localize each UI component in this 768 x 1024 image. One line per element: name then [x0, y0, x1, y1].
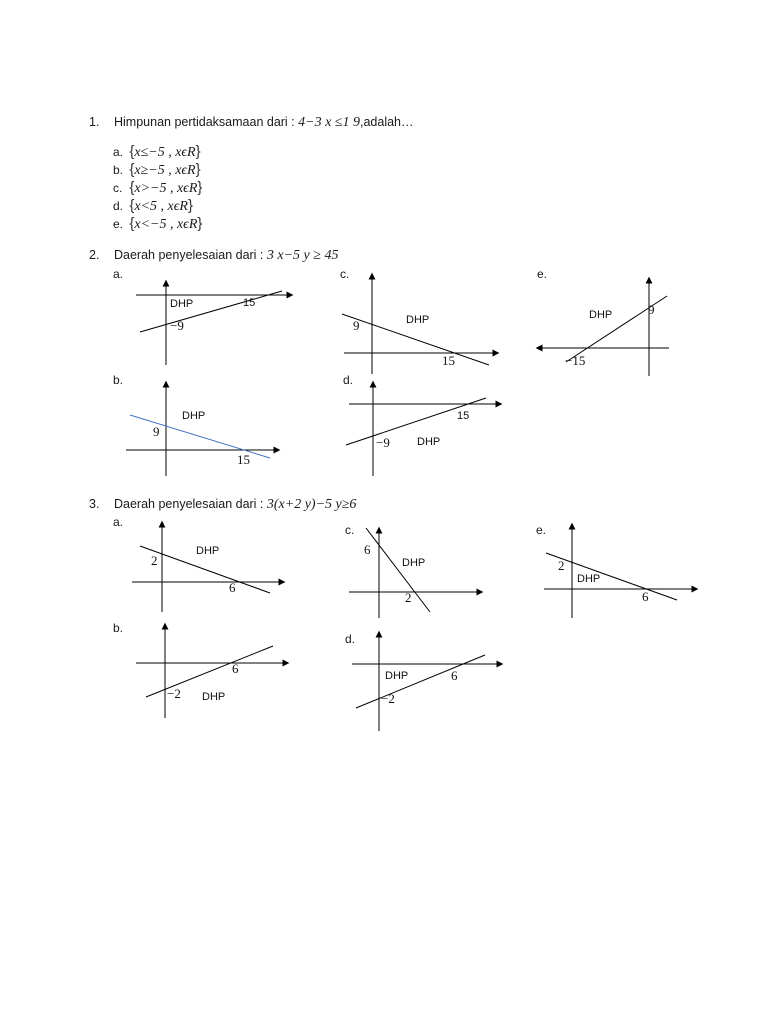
boundary-line: [366, 528, 430, 612]
question-number: 1.: [89, 115, 100, 129]
dhp-label: DHP: [182, 410, 206, 422]
option-set: x≥−5 , xϵR: [134, 163, 196, 178]
option-set: x<−5 , xϵR: [134, 217, 198, 232]
graph-label[interactable]: c.: [340, 267, 350, 281]
brace-left-icon: {: [129, 161, 135, 178]
inequality-expression: 3(x+2 y)−5 y≥6: [266, 497, 357, 512]
option-label: e.: [113, 217, 124, 231]
graph-q3-c[interactable]: [345, 524, 487, 620]
question-prompt: Daerah penyelesaian dari :: [114, 497, 264, 511]
graph-label[interactable]: b.: [113, 373, 124, 387]
y-intercept-label: 2: [558, 558, 565, 573]
y-intercept-label: 9: [648, 302, 655, 317]
y-intercept-label: 9: [353, 318, 360, 333]
graph-label[interactable]: c.: [345, 523, 355, 537]
question-prompt: Himpunan pertidaksamaan dari :: [114, 115, 295, 129]
graph-q2-b[interactable]: [122, 378, 287, 478]
y-intercept-label: −9: [376, 435, 390, 450]
graph-label[interactable]: a.: [113, 515, 124, 529]
question-suffix: ,adalah…: [360, 115, 414, 129]
brace-right-icon: }: [197, 179, 203, 196]
graph-q3-b[interactable]: [130, 620, 295, 720]
graph-label[interactable]: d.: [343, 373, 354, 387]
graph-q2-a[interactable]: [130, 275, 300, 375]
boundary-line: [546, 553, 677, 600]
graph-q2-d[interactable]: [343, 378, 508, 478]
brace-right-icon: }: [195, 161, 201, 178]
y-intercept-label: −9: [170, 318, 184, 333]
question-text: [114, 497, 356, 513]
inequality-expression: 4−3 x ≤1 9: [298, 115, 360, 130]
x-intercept-label: 15: [442, 353, 455, 368]
graph-label[interactable]: a.: [113, 267, 124, 281]
brace-left-icon: {: [129, 215, 135, 232]
y-intercept-label: 6: [364, 542, 371, 557]
x-intercept-label: 6: [642, 589, 649, 604]
option-label: b.: [113, 163, 124, 177]
question-text: [114, 115, 414, 131]
dhp-label: DHP: [196, 545, 220, 557]
question-text: [114, 248, 338, 264]
dhp-label: DHP: [385, 670, 409, 682]
dhp-label: DHP: [589, 309, 613, 321]
y-intercept-label: 2: [151, 553, 158, 568]
x-intercept-label: 15: [457, 410, 470, 422]
question-number: 2.: [89, 248, 100, 262]
graph-q3-a[interactable]: [128, 518, 290, 618]
question-number: 3.: [89, 497, 100, 511]
option-label: c.: [113, 181, 123, 195]
option-label: d.: [113, 199, 124, 213]
option-set: x>−5 , xϵR: [134, 181, 198, 196]
graph-q2-e[interactable]: [533, 274, 673, 379]
brace-left-icon: {: [129, 197, 135, 214]
graph-q3-d[interactable]: [348, 628, 508, 733]
boundary-line: [140, 291, 282, 332]
dhp-label: DHP: [417, 436, 441, 448]
graph-label[interactable]: e.: [536, 523, 547, 537]
x-intercept-label: 6: [229, 580, 236, 595]
dhp-label: DHP: [170, 298, 194, 310]
question-prompt: Daerah penyelesaian dari :: [114, 248, 264, 262]
brace-right-icon: }: [187, 197, 193, 214]
x-intercept-label: 15: [237, 452, 250, 467]
graph-label[interactable]: e.: [537, 267, 548, 281]
y-intercept-label: −2: [167, 686, 181, 701]
y-intercept-label: −2: [381, 691, 395, 706]
option-set: x≤−5 , xϵR: [134, 145, 196, 160]
boundary-line: [356, 655, 485, 708]
x-intercept-label: 15: [243, 297, 256, 309]
brace-right-icon: }: [197, 215, 203, 232]
graph-q3-e[interactable]: [540, 520, 700, 620]
option-set: x<5 , xϵR: [134, 199, 188, 214]
brace-left-icon: {: [129, 179, 135, 196]
graph-q2-c[interactable]: [340, 270, 505, 375]
dhp-label: DHP: [406, 314, 430, 326]
x-intercept-label: 2: [405, 590, 412, 605]
option-label: a.: [113, 145, 124, 159]
option-c[interactable]: [113, 179, 202, 197]
dhp-label: DHP: [202, 691, 226, 703]
inequality-expression: 3 x−5 y ≥ 45: [266, 248, 339, 263]
option-b[interactable]: [113, 161, 201, 179]
x-intercept-label: −15: [565, 353, 586, 368]
graph-label[interactable]: b.: [113, 621, 124, 635]
graph-label[interactable]: d.: [345, 632, 356, 646]
x-intercept-label: 6: [451, 668, 458, 683]
dhp-label: DHP: [402, 557, 426, 569]
x-intercept-label: 6: [232, 661, 239, 676]
option-a[interactable]: [113, 143, 201, 161]
option-e[interactable]: [113, 215, 202, 233]
y-intercept-label: 9: [153, 424, 160, 439]
brace-right-icon: }: [195, 143, 201, 160]
dhp-label: DHP: [577, 573, 601, 585]
brace-left-icon: {: [129, 143, 135, 160]
option-d[interactable]: [113, 197, 193, 215]
